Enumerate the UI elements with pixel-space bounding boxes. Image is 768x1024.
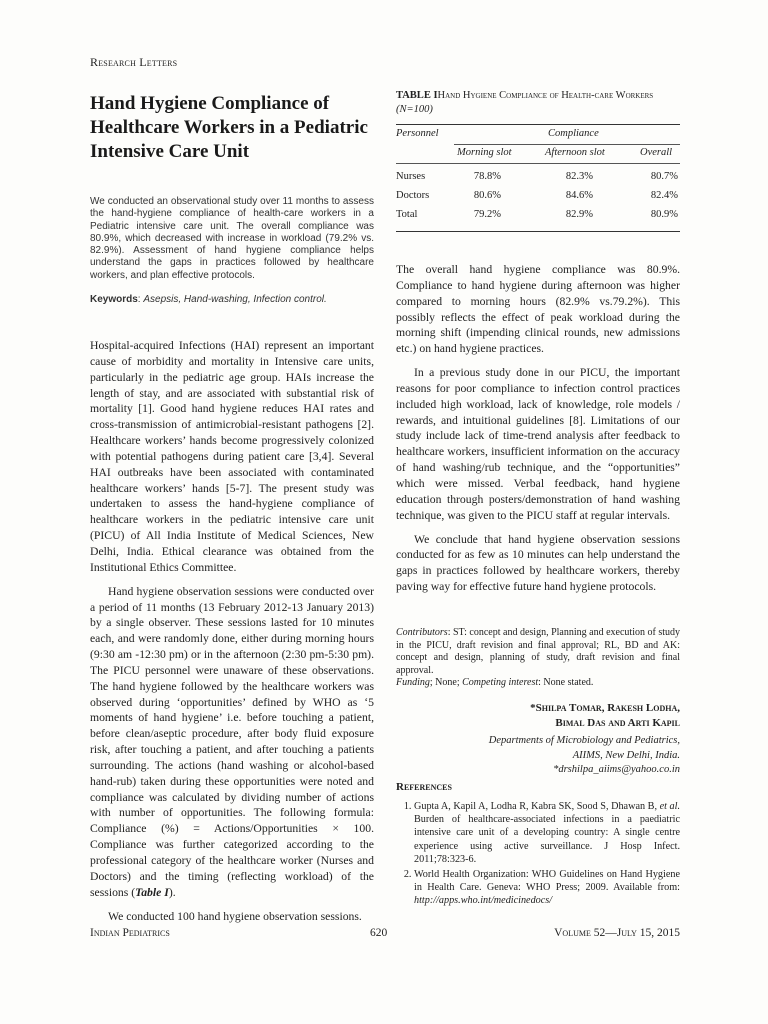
table-header-rule [396, 163, 680, 164]
body-paragraph [90, 584, 374, 901]
body-paragraph: The overall hand hygiene compliance was 80.9%. Compliance to hand hygiene during afternoon was higher compared to morning hours (82.9% vs.79.2%). This possibly reflects the effect of peak workload during the morning shift (impending clinical rounds, new admissions etc.) on hand hygiene practices. [396, 263, 680, 356]
body-paragraph: In a previous study done in our PICU, the important reasons for poor compliance to infection control practices included high workload, lack of knowledge, role models / rewards, and intuitional guidelines [8]. Limitations of our study include lack of time-trend analysis after feedback to healthcare workers, insufficient information on the accuracy of hand washing/rub technique, and the “opportunities” which were missed. Verbal feedback, hand hygiene education through posters/demonstration of hand washing technique, was given to the PICU staff at regular intervals. [396, 366, 680, 522]
footer-page-number: 620 [370, 927, 388, 939]
table-row-label: Doctors [396, 190, 430, 201]
body-right-column [396, 262, 680, 595]
author-names: *Shilpa Tomar, Rakesh Lodha, [530, 702, 680, 714]
table-column-header: Afternoon slot [545, 147, 605, 158]
references-list [396, 800, 680, 910]
reference-item: 2. World Health Organization: WHO Guidelines on Hand Hygiene in Health Care. Geneva: WHO Press; 2009. Available from: http://apps.who.int/medicinedocs/ [414, 868, 680, 908]
contributors-label: Contributors [396, 627, 448, 638]
author-email: *drshilpa_aiims@yahoo.co.in [553, 764, 680, 775]
table-cell: 78.8% [473, 171, 501, 182]
affiliation-line: AIIMS, New Delhi, India. [572, 749, 680, 761]
author-names: Bimal Das and Arti Kapil [555, 717, 680, 729]
table-cell: 82.3% [565, 171, 593, 182]
affiliation-block [396, 734, 680, 778]
table-cell: 80.6% [473, 190, 501, 201]
table-header-compliance: Compliance [548, 128, 599, 139]
table-row-label: Total [396, 209, 418, 220]
table-cell: 80.7% [650, 171, 678, 182]
keywords-label: Keywords [90, 294, 138, 305]
table-top-rule [396, 124, 680, 125]
table-cell: 82.4% [650, 190, 678, 201]
body-left-column [90, 338, 374, 924]
table-header-personnel: Personnel [396, 128, 439, 139]
table-column-header: Morning slot [457, 147, 512, 158]
table-cell: 84.6% [565, 190, 593, 201]
references-heading: References [396, 781, 452, 793]
table-cell: 82.9% [565, 209, 593, 220]
affiliation-line: Departments of Microbiology and Pediatrics, [488, 735, 680, 746]
running-head: Research Letters [90, 55, 178, 69]
body-paragraph: Hospital-acquired Infections (HAI) represent an important cause of morbidity and mortality in Intensive care units, particularly in the pediatric age group. HAIs increase the length of stay, and are associated with substantial risk of mortality [1]. Good hand hygiene reduces HAI rates and cross-transmission of antimicrobial-resistant pathogens [2]. Healthcare workers’ hands become progressively colonized with potential pathogens during patient care [3,4]. Several HAI outbreaks have been associated with contaminated healthcare workers’ hands [5-7]. The present study was undertaken to assess the hand-hygiene compliance of healthcare workers in the pediatric intensive care unit (PICU) of All India Institute of Medical Sciences, New Delhi, India. Ethical clearance was obtained from the Institutional Ethics Committee. [90, 339, 374, 574]
table-reference-tail: ). [168, 885, 176, 899]
table-caption-text: Hand Hygiene Compliance of Health-care Workers [437, 90, 654, 101]
competing-interest-label: Competing interest [462, 677, 539, 689]
reference-item: 1. Gupta A, Kapil A, Lodha R, Kabra SK, Sood S, Dhawan B, et al. Burden of healthcare-associated infections in a paediatric intensive care unit of a developing country: A single centre experience using active surveillance. J Hosp Infect. 2011;78:323-6. [414, 800, 680, 866]
body-paragraph: We conclude that hand hygiene observation sessions conducted for as few as 10 minutes can help understand the gaps in practices followed by healthcare workers, thereby paving way for effective future hand hygiene protocols. [396, 532, 680, 594]
keywords-text: Asepsis, Hand-washing, Infection control. [143, 294, 327, 305]
table-cell: 79.2% [473, 209, 501, 220]
abstract: We conducted an observational study over 11 months to assess the hand-hygiene compliance of health-care workers in a Pediatric intensive care unit. The overall compliance was 80.9%, which decreased with increase in workload (79.2% vs. 82.9%). Assessment of hand hygiene compliance helps understand the gaps in practices followed by healthcare workers, and plan effective protocols. [90, 196, 374, 281]
author-block [396, 701, 680, 731]
body-paragraph-text: Hand hygiene observation sessions were conducted over a period of 11 months (13 February 2012-13 January 2013) by a single observer. These sessions lasted for 10 minutes each, and were randomly done, either during morning hours (9:30 am -12:30 pm) or in the afternoon (2:30 pm-5:30 pm). The PICU personnel were unaware of these observations. The hand hygiene followed by the healthcare workers was observed during ‘opportunities’ defined by WHO as ‘5 moments of hand hygiene’ i.e. before touching a patient, before clean/aseptic procedure, after body fluid exposure risk, after touching a patient, and after touching a patients surrounding. The actions (hand washing or alcohol-based hand-rub) taken during these opportunities were noted and compliance was calculated by dividing number of actions with number of opportunities. The following formula: Compliance (%) = Actions/Opportunities × 100. Compliance was further categorized according to the professional category of the healthcare worker (Nurses and Doctors) and the timing (reflecting workload) of the sessions ( [90, 584, 374, 899]
table-caption-label: TABLE I [396, 90, 438, 101]
competing-interest-text: : None stated. [538, 677, 594, 689]
table-group-rule [454, 144, 680, 145]
table-reference: Table I [135, 885, 169, 899]
table-caption [396, 89, 686, 117]
funding-label: Funding [396, 677, 430, 689]
table-bottom-rule [396, 231, 680, 232]
table-column-header: Overall [640, 147, 673, 158]
contributors-text: : ST: concept and design, Planning and execution of study in the PICU, draft revision and final approval; RL, BD and AK: concept and design, planning of study, draft revision and final approval. [396, 627, 680, 676]
table-cell: 80.9% [650, 209, 678, 220]
footer-journal: Indian Pediatrics [90, 927, 170, 939]
keywords: Keywords: Asepsis, Hand-washing, Infection control. [90, 294, 327, 305]
body-paragraph: We conducted 100 hand hygiene observation sessions. [108, 909, 362, 923]
contributors-note [396, 627, 680, 690]
funding-text: ; None; [429, 677, 463, 689]
table-caption-n: (N=100) [396, 104, 433, 115]
footer-volume: Volume 52—July 15, 2015 [554, 927, 680, 939]
table-row-label: Nurses [396, 171, 426, 182]
article-title: Hand Hygiene Compliance of Healthcare Workers in a Pediatric Intensive Care Unit [90, 93, 368, 162]
